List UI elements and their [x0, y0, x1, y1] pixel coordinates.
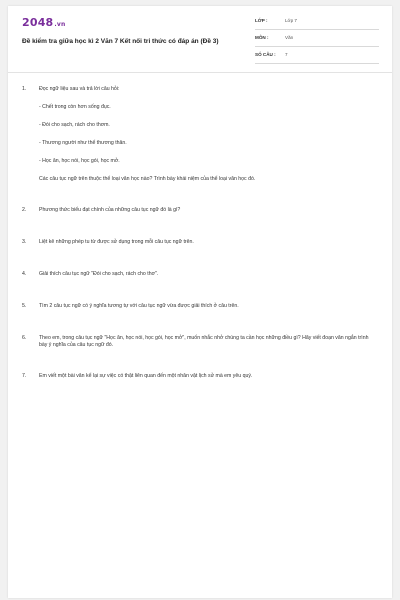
site-logo[interactable]	[22, 16, 65, 29]
question-4-text: Giải thích câu tục ngữ "Đói cho sạch, rách cho thơ".	[39, 271, 159, 277]
question-number: 7.	[22, 373, 27, 379]
spacer	[22, 214, 378, 239]
question-list	[22, 86, 378, 380]
meta-key-subject: MÔN :	[255, 35, 269, 40]
question-6-text: Theo em, trong câu tục ngữ "Học ăn, học nói, học gói, học mở", muốn nhắc nhở chúng ta cần học những điều gì? Hãy viết đoạn văn ngắn trình bày ý nghĩa của câu tục ngữ đó.	[39, 335, 369, 348]
question-1	[22, 86, 378, 183]
question-number: 6.	[22, 335, 27, 341]
question-7-text: Em viết một bài văn kể lại sự việc có thật liên quan đến một nhân vật lịch sử mà em yêu quý.	[39, 373, 253, 379]
question-number: 1.	[22, 86, 27, 92]
meta-value-subject: Văn	[285, 35, 294, 40]
spacer	[22, 349, 378, 373]
header-divider	[8, 72, 392, 73]
proverb-line: - Đói cho sạch, rách cho thơm.	[39, 122, 110, 128]
question-3	[22, 239, 378, 246]
question-number: 4.	[22, 271, 27, 277]
proverb-line: - Học ăn, học nói, học gói, học mở.	[39, 158, 120, 164]
question-1-intro: Đọc ngữ liệu sau và trả lời câu hỏi:	[39, 86, 120, 92]
logo-main-text: 2048	[22, 16, 54, 29]
worksheet-page	[8, 6, 392, 598]
spacer	[22, 246, 378, 271]
meta-info-panel	[255, 16, 379, 67]
question-number: 3.	[22, 239, 27, 245]
proverb-line: - Chết trong còn hơn sống đục.	[39, 104, 111, 110]
question-number: 2.	[22, 207, 27, 213]
meta-value-class: Lớp 7	[285, 18, 297, 23]
question-2-text: Phương thức biểu đạt chính của những câu tục ngữ đó là gì?	[39, 207, 181, 213]
spacer	[22, 310, 378, 335]
meta-row-count	[255, 50, 379, 64]
meta-key-class: LỚP :	[255, 18, 268, 23]
meta-row-class	[255, 16, 379, 30]
meta-key-count: SỐ CÂU :	[255, 52, 276, 57]
question-number: 5.	[22, 303, 27, 309]
spacer	[22, 278, 378, 303]
question-1-text: Các câu tục ngữ trên thuộc thể loại văn học nào? Trình bày khái niệm của thể loại văn học đó.	[39, 176, 256, 182]
document-title: Đề kiểm tra giữa học kì 2 Văn 7 Kết nối tri thức có đáp án (Đề 3)	[22, 38, 219, 45]
question-5	[22, 303, 378, 310]
spacer	[22, 183, 378, 207]
meta-value-count: 7	[285, 52, 288, 57]
question-2	[22, 207, 378, 214]
question-6	[22, 335, 378, 349]
question-3-text: Liệt kê những phép tu từ được sử dụng trong mỗi câu tục ngữ trên.	[39, 239, 194, 245]
logo-suffix-text: .vn	[54, 21, 66, 28]
question-7	[22, 373, 378, 380]
proverb-line: - Thương người như thể thương thân.	[39, 140, 127, 146]
worksheet-header	[8, 6, 392, 68]
meta-row-subject	[255, 33, 379, 47]
question-4	[22, 271, 378, 278]
question-5-text: Tìm 2 câu tục ngữ có ý nghĩa tương tự với câu tục ngữ vừa được giải thích ở câu trên.	[39, 303, 239, 309]
